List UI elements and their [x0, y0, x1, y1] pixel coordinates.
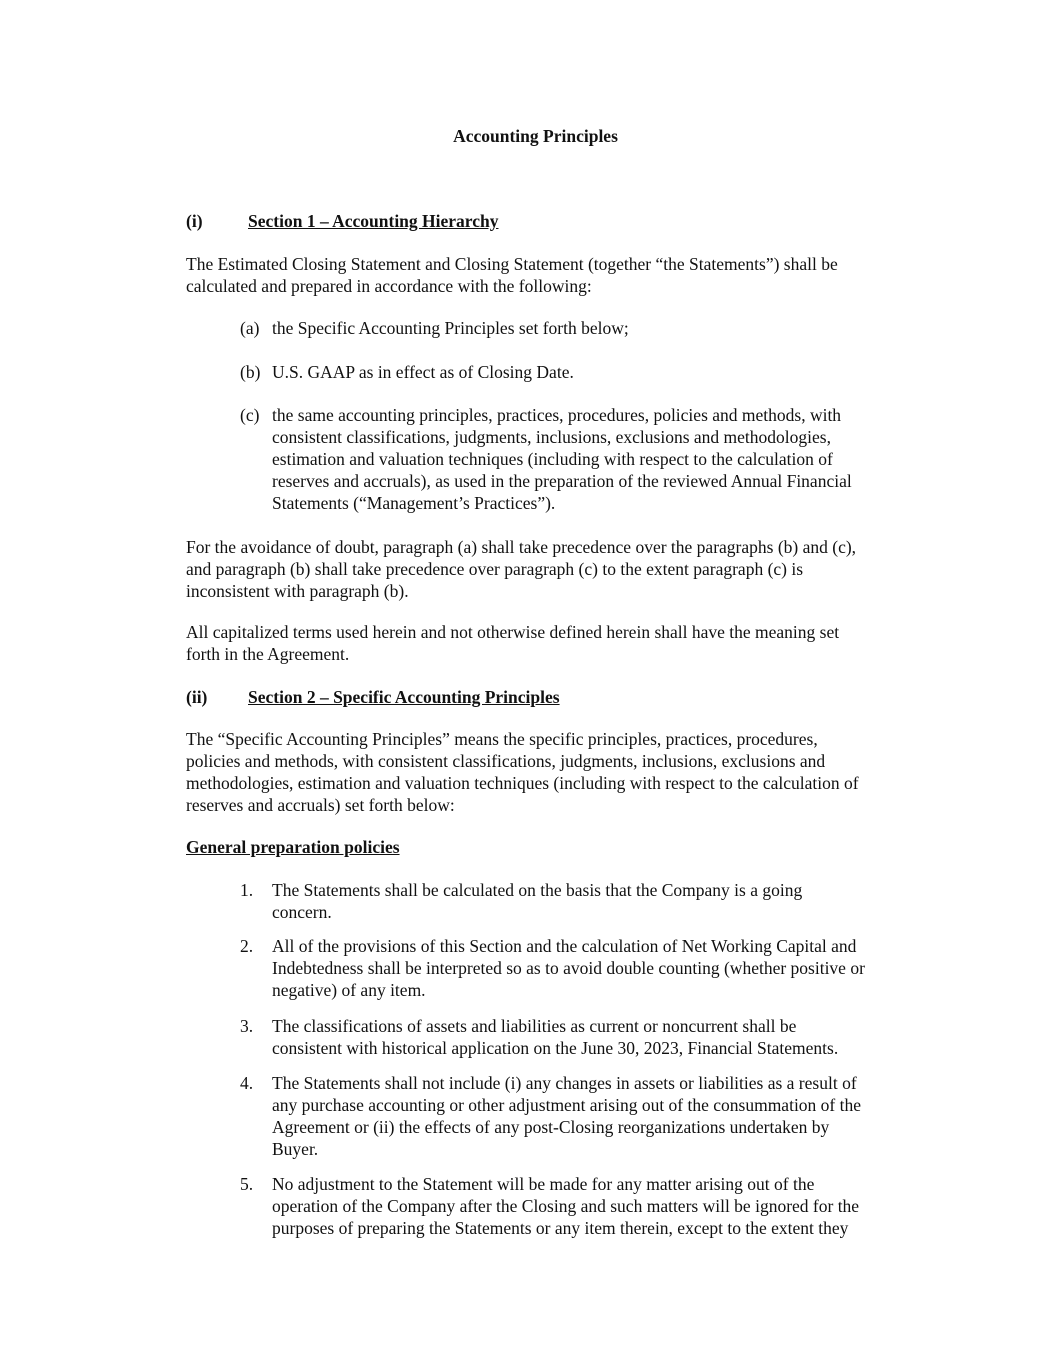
text-line: For the avoidance of doubt, paragraph (a) shall take precedence over the paragraphs (b) and (c), — [186, 537, 857, 557]
list-item-text — [272, 1173, 930, 1239]
section-1-title: Section 1 – Accounting Hierarchy — [248, 211, 499, 231]
section-2-intro — [186, 728, 926, 816]
defined-terms-paragraph — [186, 621, 926, 665]
section-2-title: Section 2 – Specific Accounting Principles — [248, 687, 560, 707]
section-1-heading — [186, 210, 499, 232]
list-marker: 2. — [240, 936, 254, 956]
list-item-text — [272, 935, 930, 1001]
text-line: inconsistent with paragraph (b). — [186, 581, 409, 601]
text-line: purposes of preparing the Statements or any item therein, except to the extent they — [272, 1218, 849, 1238]
text-line: forth in the Agreement. — [186, 644, 350, 664]
text-line: concern. — [272, 902, 332, 922]
list-item-text — [272, 1072, 930, 1160]
text-line: consistent classifications, judgments, inclusions, exclusions and methodologies, — [272, 427, 831, 447]
section-2-heading — [186, 686, 560, 708]
text-line: operation of the Company after the Closing and such matters will be ignored for the — [272, 1196, 860, 1216]
list-item — [240, 361, 930, 383]
text-line: consistent with historical application on the June 30, 2023, Financial Statements. — [272, 1038, 839, 1058]
list-item-text — [272, 404, 930, 514]
text-line: Buyer. — [272, 1139, 319, 1159]
list-item-text — [272, 1015, 930, 1059]
list-item — [240, 317, 930, 339]
list-marker: 3. — [240, 1016, 254, 1036]
list-marker: (a) — [240, 318, 260, 338]
text-line: The classifications of assets and liabilities as current or noncurrent shall be — [272, 1016, 797, 1036]
list-marker: (b) — [240, 362, 261, 382]
text-line: All of the provisions of this Section and the calculation of Net Working Capital and — [272, 936, 857, 956]
text-line: estimation and valuation techniques (including with respect to the calculation of — [272, 449, 833, 469]
text-line: All capitalized terms used herein and not otherwise defined herein shall have the meaning set — [186, 622, 840, 642]
list-item — [240, 1072, 930, 1160]
text-line: methodologies, estimation and valuation techniques (including with respect to the calculation of — [186, 773, 859, 793]
section-2-number: (ii) — [186, 687, 208, 707]
list-item — [240, 1015, 930, 1059]
text-line: and paragraph (b) shall take precedence over paragraph (c) to the extent paragraph (c) is — [186, 559, 804, 579]
text-line: reserves and accruals), as used in the preparation of the reviewed Annual Financial — [272, 471, 852, 491]
text-line: The “Specific Accounting Principles” means the specific principles, practices, procedures, — [186, 729, 818, 749]
text-line: Statements (“Management’s Practices”). — [272, 493, 556, 513]
list-marker: 4. — [240, 1073, 254, 1093]
text-line: reserves and accruals) set forth below: — [186, 795, 455, 815]
list-item — [240, 935, 930, 1001]
text-line: Agreement or (ii) the effects of any post-Closing reorganizations undertaken by — [272, 1117, 830, 1137]
text-line: the same accounting principles, practices, procedures, policies and methods, with — [272, 405, 842, 425]
list-item-text — [272, 317, 930, 339]
text-line: policies and methods, with consistent classifications, judgments, inclusions, exclusions and — [186, 751, 826, 771]
list-item — [240, 1173, 930, 1239]
text-line: The Statements shall not include (i) any changes in assets or liabilities as a result of — [272, 1073, 857, 1093]
document-title: Accounting Principles — [453, 126, 618, 146]
list-marker: 5. — [240, 1174, 254, 1194]
text-line: calculated and prepared in accordance with the following: — [186, 276, 592, 296]
text-line: negative) of any item. — [272, 980, 426, 1000]
text-line: U.S. GAAP as in effect as of Closing Date. — [272, 362, 574, 382]
list-item — [240, 404, 930, 514]
text-line: The Estimated Closing Statement and Closing Statement (together “the Statements”) shall be — [186, 254, 838, 274]
general-preparation-heading: General preparation policies — [186, 837, 400, 857]
list-item — [240, 879, 930, 923]
text-line: the Specific Accounting Principles set forth below; — [272, 318, 629, 338]
list-marker: 1. — [240, 880, 254, 900]
section-1-number: (i) — [186, 211, 203, 231]
text-line: Indebtedness shall be interpreted so as to avoid double counting (whether positive or — [272, 958, 865, 978]
section-1-intro — [186, 253, 926, 297]
text-line: The Statements shall be calculated on the basis that the Company is a going — [272, 880, 803, 900]
list-marker: (c) — [240, 405, 260, 425]
list-item-text — [272, 879, 930, 923]
text-line: No adjustment to the Statement will be made for any matter arising out of the — [272, 1174, 815, 1194]
list-item-text — [272, 361, 930, 383]
text-line: any purchase accounting or other adjustment arising out of the consummation of the — [272, 1095, 862, 1115]
precedence-paragraph — [186, 536, 926, 602]
